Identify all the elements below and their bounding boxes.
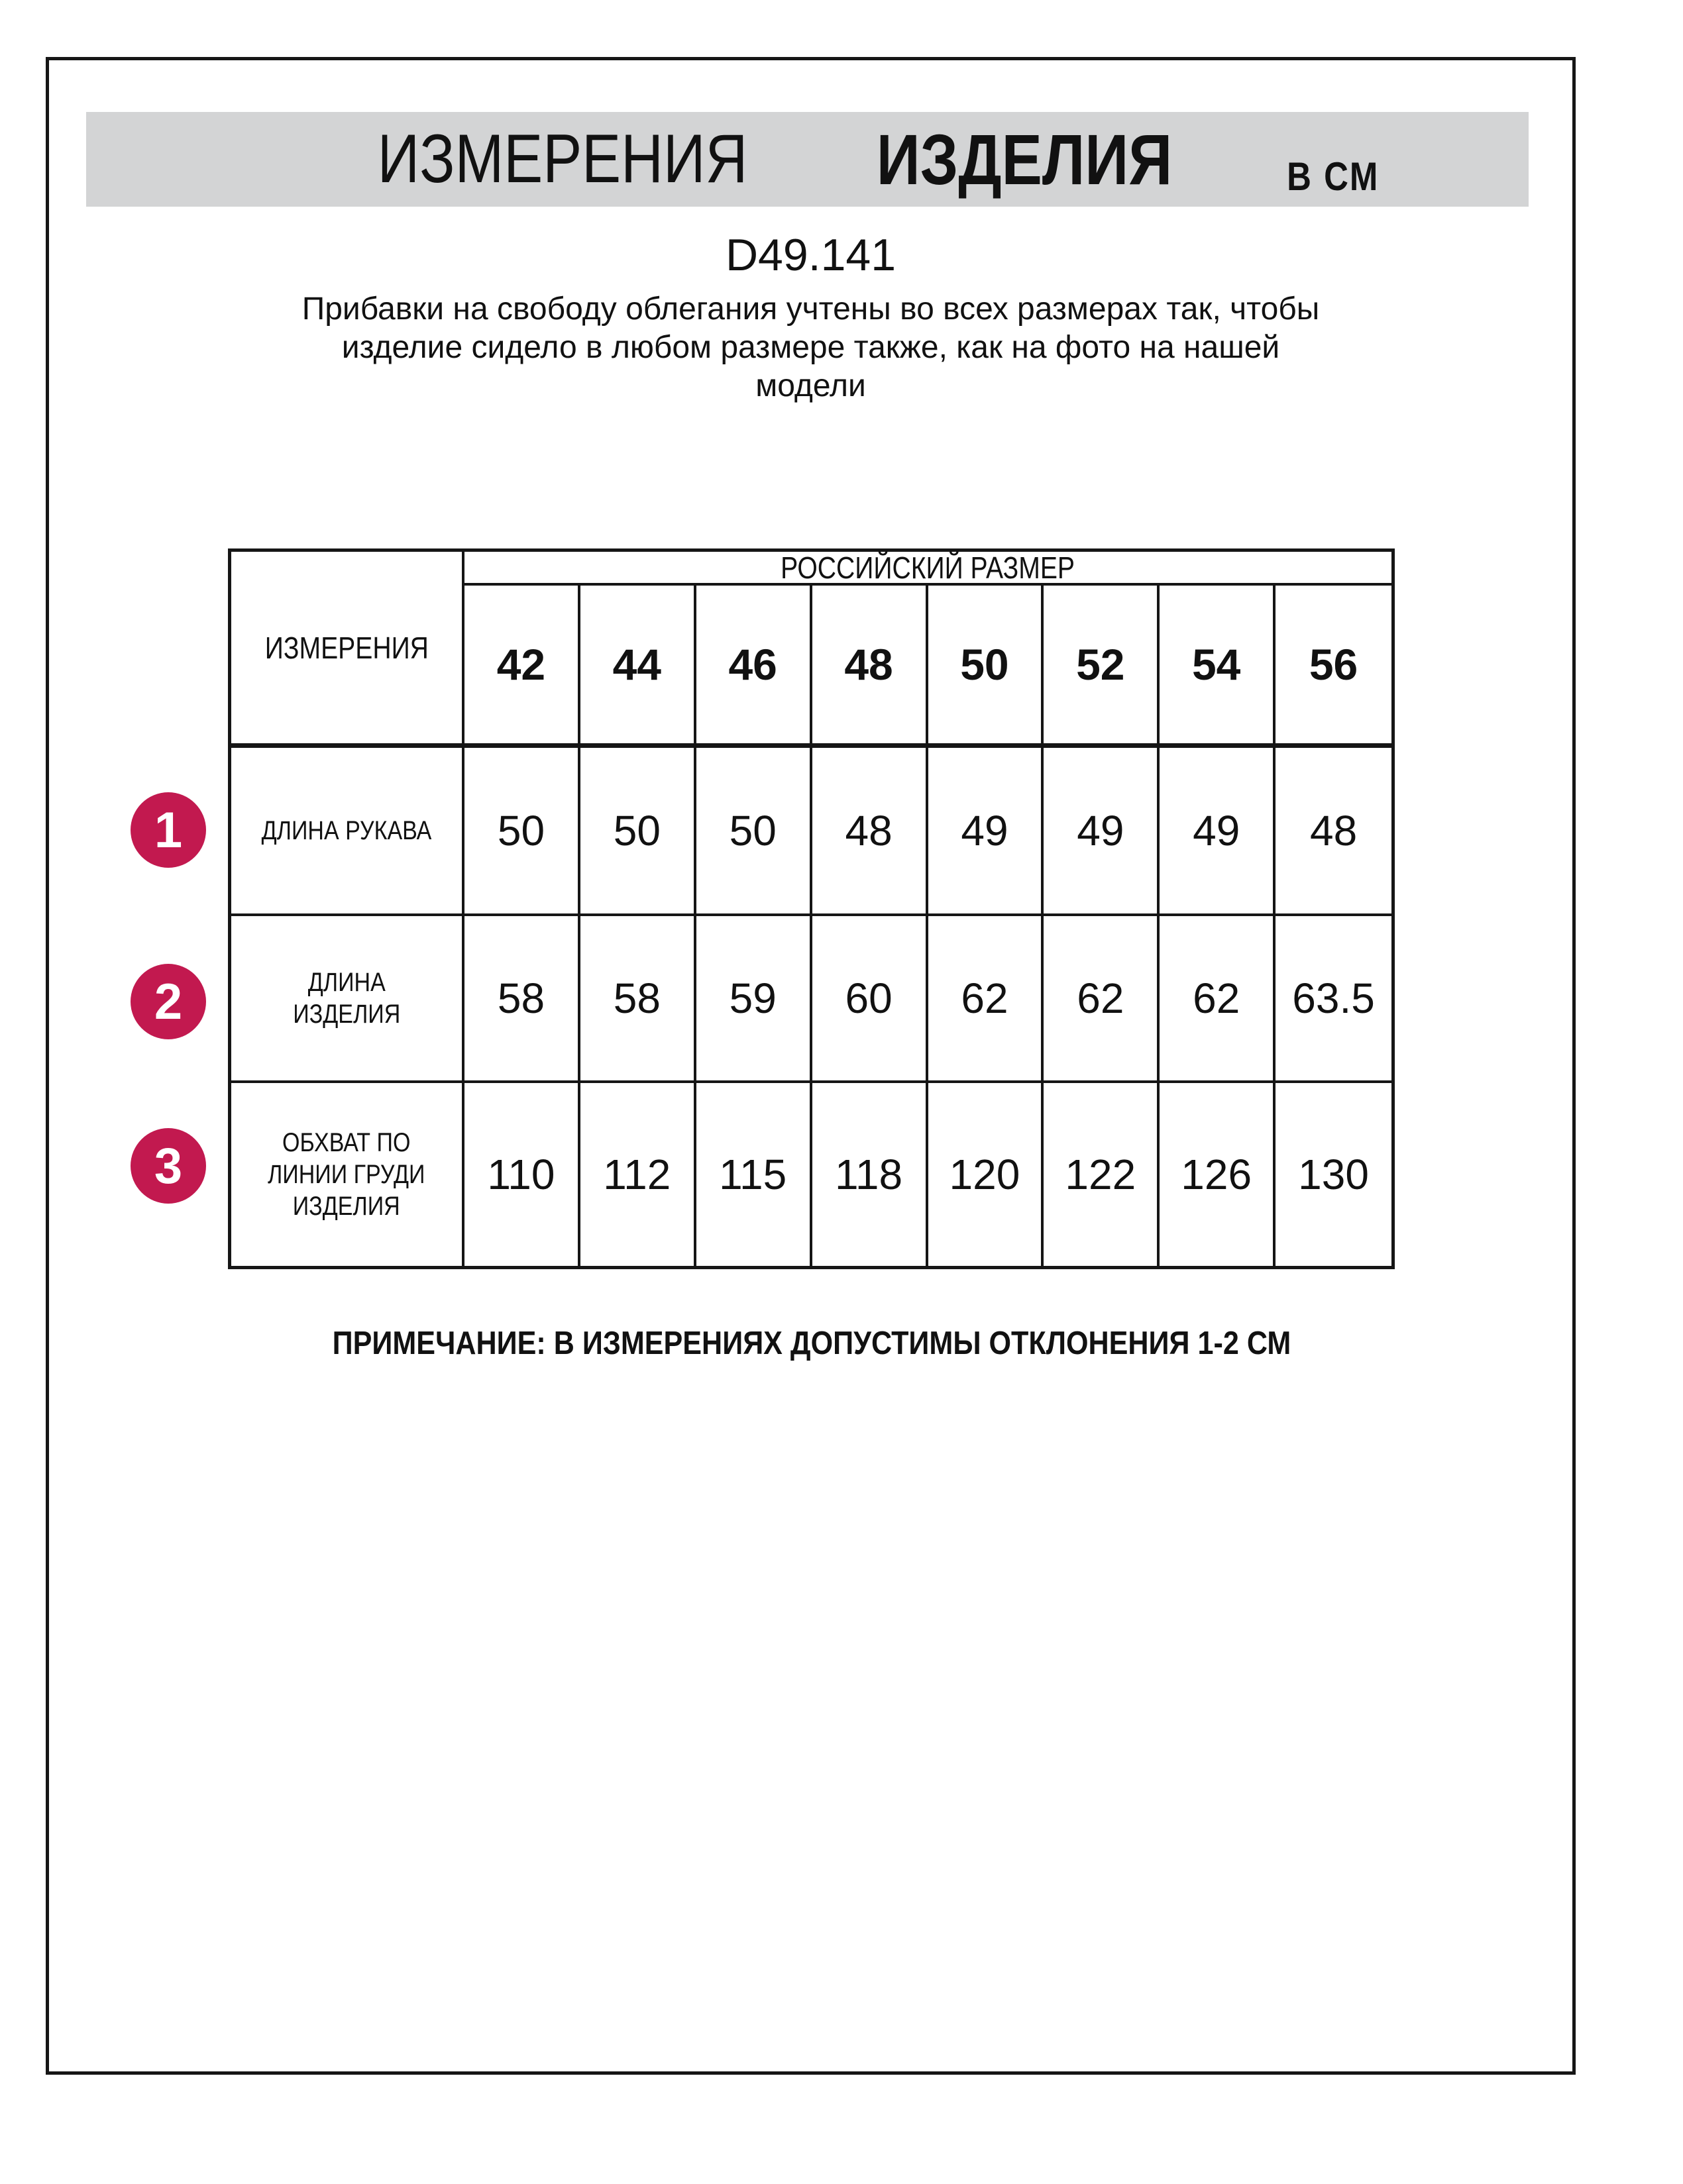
- table-value: 59: [696, 916, 812, 1083]
- table-value: 120: [928, 1083, 1044, 1266]
- table-corner-header: ИЗМЕРЕНИЯ: [231, 552, 464, 748]
- table-value: 62: [1044, 916, 1160, 1083]
- table-value: 126: [1160, 1083, 1276, 1266]
- table-value: 112: [580, 1083, 696, 1266]
- title-product: ИЗДЕЛИЯ: [876, 119, 1173, 199]
- table-value: 50: [696, 748, 812, 916]
- table-value: 50: [580, 748, 696, 916]
- fit-description-line: изделие сидело в любом размере также, как на фото на нашей: [341, 330, 1280, 365]
- size-table: [228, 548, 1395, 1269]
- table-value: 62: [928, 916, 1044, 1083]
- size-header: 44: [580, 586, 696, 748]
- row-marker-2-icon: 2: [131, 964, 206, 1039]
- table-value: 58: [580, 916, 696, 1083]
- tolerance-note: ПРИМЕЧАНИЕ: В ИЗМЕРЕНИЯХ ДОПУСТИМЫ ОТКЛОНЕНИЯ 1-2 СМ: [332, 1326, 1291, 1361]
- table-value: 48: [812, 748, 928, 916]
- title-banner: [86, 112, 1529, 207]
- table-value: 115: [696, 1083, 812, 1266]
- size-header: 50: [928, 586, 1044, 748]
- row-marker-1-icon: 1: [131, 792, 206, 868]
- row-label-garment-length: ДЛИНА ИЗДЕЛИЯ: [231, 916, 464, 1083]
- table-value: 58: [464, 916, 580, 1083]
- table-value: 48: [1276, 748, 1391, 916]
- size-header: 56: [1276, 586, 1391, 748]
- table-value: 62: [1160, 916, 1276, 1083]
- size-header: 42: [464, 586, 580, 748]
- table-value: 49: [1044, 748, 1160, 916]
- table-value: 49: [928, 748, 1044, 916]
- table-value: 60: [812, 916, 928, 1083]
- table-value: 110: [464, 1083, 580, 1266]
- row-marker-3-icon: 3: [131, 1128, 206, 1204]
- title-units: В СМ: [1287, 154, 1380, 199]
- table-value: 130: [1298, 1151, 1369, 1198]
- table-value: 63.5: [1276, 916, 1391, 1083]
- table-value: 49: [1160, 748, 1276, 916]
- size-header: 52: [1044, 586, 1160, 748]
- fit-description: [46, 290, 1576, 405]
- size-header: 46: [696, 586, 812, 748]
- title-measurements: ИЗМЕРЕНИЯ: [377, 121, 748, 197]
- table-value: 122: [1044, 1083, 1160, 1266]
- fit-description-line: модели: [755, 368, 866, 403]
- row-label-sleeve-length: ДЛИНА РУКАВА: [231, 748, 464, 916]
- fit-description-line: Прибавки на свободу облегания учтены во всех размерах так, чтобы: [301, 291, 1320, 327]
- table-value: 118: [812, 1083, 928, 1266]
- table-value: 50: [464, 748, 580, 916]
- row-label-chest-girth: ОБХВАТ ПО ЛИНИИ ГРУДИ ИЗДЕЛИЯ: [231, 1083, 464, 1266]
- size-header: 48: [812, 586, 928, 748]
- product-code: D49.141: [725, 230, 896, 280]
- size-group-header: РОССИЙСКИЙ РАЗМЕР: [464, 552, 1391, 586]
- size-header: 54: [1160, 586, 1276, 748]
